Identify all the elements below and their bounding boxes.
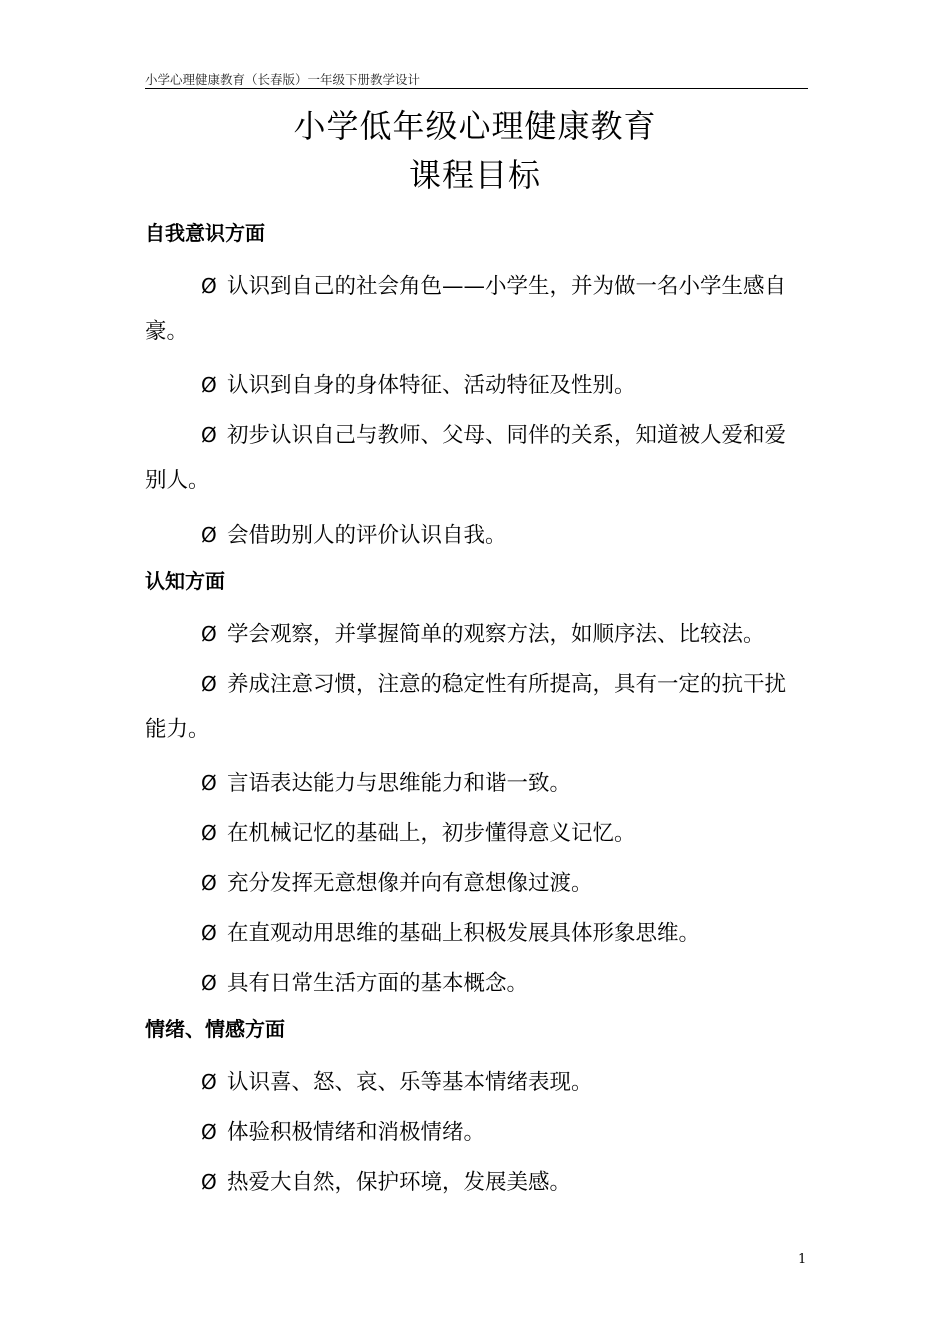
list-item-text: 认识到自己的社会角色——小学生，并为做一名小学生感自 bbox=[227, 274, 787, 299]
list-item bbox=[145, 811, 808, 856]
list-item bbox=[145, 961, 808, 1006]
list-item-text: 学会观察，并掌握简单的观察方法，如顺序法、比较法。 bbox=[227, 622, 765, 647]
bullet-icon: Ø bbox=[201, 373, 217, 397]
running-header: 小学心理健康教育（长春版）一年级下册教学设计 bbox=[145, 72, 808, 89]
list-item-text: 热爱大自然，保护环境，发展美感。 bbox=[227, 1170, 572, 1195]
bullet-icon: Ø bbox=[201, 871, 217, 895]
bullet-icon: Ø bbox=[201, 423, 217, 447]
list-item-text: 在机械记忆的基础上，初步懂得意义记忆。 bbox=[227, 821, 636, 846]
list-item bbox=[145, 662, 808, 752]
section-heading-self-awareness: 自我意识方面 bbox=[145, 221, 265, 245]
list-item bbox=[145, 761, 808, 806]
list-item bbox=[145, 1060, 808, 1105]
list-item bbox=[145, 1110, 808, 1155]
bullet-icon: Ø bbox=[201, 1120, 217, 1144]
list-item bbox=[145, 911, 808, 956]
list-item-text-continued: 能力。 bbox=[145, 717, 210, 742]
page-number: 1 bbox=[798, 1252, 807, 1267]
list-item-text: 充分发挥无意想像并向有意想像过渡。 bbox=[227, 871, 593, 896]
bullet-icon: Ø bbox=[201, 1070, 217, 1094]
bullet-icon: Ø bbox=[201, 771, 217, 795]
list-item bbox=[145, 513, 808, 558]
list-item-text: 言语表达能力与思维能力和谐一致。 bbox=[227, 771, 572, 796]
document-title: 小学低年级心理健康教育 bbox=[293, 107, 657, 145]
bullet-icon: Ø bbox=[201, 971, 217, 995]
list-item bbox=[145, 264, 808, 354]
list-item-text: 认识到自身的身体特征、活动特征及性别。 bbox=[227, 373, 636, 398]
document-subtitle: 课程目标 bbox=[408, 156, 541, 194]
bullet-icon: Ø bbox=[201, 523, 217, 547]
bullet-icon: Ø bbox=[201, 1170, 217, 1194]
list-item bbox=[145, 612, 808, 657]
list-item bbox=[145, 363, 808, 408]
list-item bbox=[145, 861, 808, 906]
section-heading-cognition: 认知方面 bbox=[145, 569, 225, 593]
bullet-icon: Ø bbox=[201, 274, 217, 298]
list-item-text: 认识喜、怒、哀、乐等基本情绪表现。 bbox=[227, 1070, 593, 1095]
bullet-icon: Ø bbox=[201, 821, 217, 845]
list-item-text: 初步认识自己与教师、父母、同伴的关系，知道被人爱和爱 bbox=[227, 423, 787, 448]
list-item-text: 会借助别人的评价认识自我。 bbox=[227, 523, 507, 548]
section-heading-emotion: 情绪、情感方面 bbox=[145, 1017, 285, 1041]
list-item-text-continued: 别人。 bbox=[145, 468, 210, 493]
list-item-text-continued: 豪。 bbox=[145, 319, 189, 344]
bullet-icon: Ø bbox=[201, 921, 217, 945]
list-item-text: 体验积极情绪和消极情绪。 bbox=[227, 1120, 486, 1145]
list-item-text: 具有日常生活方面的基本概念。 bbox=[227, 971, 529, 996]
list-item bbox=[145, 413, 808, 503]
list-item bbox=[145, 1160, 808, 1205]
bullet-icon: Ø bbox=[201, 622, 217, 646]
list-item-text: 在直观动用思维的基础上积极发展具体形象思维。 bbox=[227, 921, 701, 946]
list-item-text: 养成注意习惯，注意的稳定性有所提高，具有一定的抗干扰 bbox=[227, 672, 787, 697]
bullet-icon: Ø bbox=[201, 672, 217, 696]
